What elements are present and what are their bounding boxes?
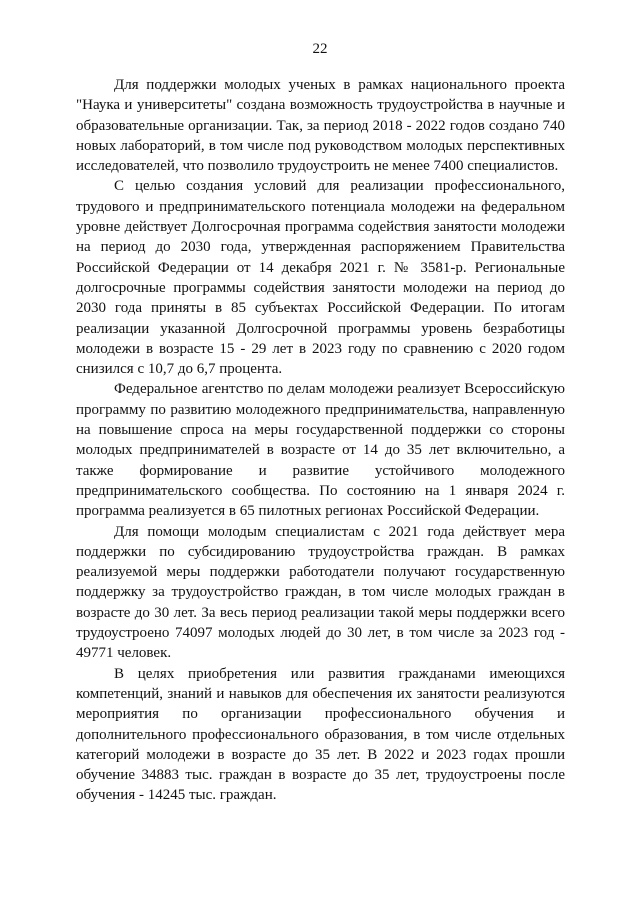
paragraph-youth-entrepreneurship: Федеральное агентство по делам молодежи реализует Всероссийскую программу по развитию молодежного предпринимательства, направленную на повышение спроса на меры государственной поддержки со стороны молодых предпринимателей в возрасте от 14 до 35 лет включительно, а также формирование и развитие устойчивого молодежного предпринимательского сообщества. По состоянию на 1 января 2024 г. программа реализуется в 65 пилотных регионах Российской Федерации.	[76, 381, 565, 520]
document-body	[76, 75, 565, 806]
paragraph-youth-employment-program: С целью создания условий для реализации профессионального, трудового и предпринимательского потенциала молодежи на федеральном уровне действует Долгосрочная программа содействия занятости молодежи на период до 2030 года, утвержденная распоряжением Правительства Российской Федерации от 14 декабря 2021 г. № 3581-р. Региональные долгосрочные программы содействия занятости молодежи на период до 2030 года приняты в 85 субъектах Российской Федерации. По итогам реализации указанной Долгосрочной программы уровень безработицы молодежи в возрасте 15 - 29 лет в 2023 году по сравнению с 2020 годом снизился с 10,7 до 6,7 процента.	[76, 178, 565, 378]
paragraph-employment-subsidy: Для помощи молодым специалистам с 2021 года действует мера поддержки по субсидированию трудоустройства граждан. В рамках реализуемой меры поддержки работодатели получают государственную поддержку за трудоустройство граждан, в том числе молодых граждан в возрасте до 30 лет. За весь период реализации такой меры поддержки всего трудоустроено 74097 молодых людей до 30 лет, в том числе за 2023 год - 49771 человек.	[76, 523, 565, 662]
paragraph-professional-training: В целях приобретения или развития гражданами имеющихся компетенций, знаний и навыков для обеспечения их занятости реализуются мероприятия по организации профессионального обучения и дополнительного профессионального образования, в том числе отдельных категорий молодежи в возрасте до 35 лет. В 2022 и 2023 годах прошли обучение 34883 тыс. граждан в возрасте до 35 лет, трудоустроены после обучения - 14245 тыс. граждан.	[76, 665, 565, 804]
page-number: 22	[312, 41, 328, 57]
paragraph-young-scientists: Для поддержки молодых ученых в рамках национального проекта "Наука и университеты" создана возможность трудоустройства в научные и образовательные организации. Так, за период 2018 - 2022 годов создано 740 новых лабораторий, в том числе под руководством молодых перспективных исследователей, что позволило трудоустроить не менее 7400 специалистов.	[76, 77, 565, 175]
